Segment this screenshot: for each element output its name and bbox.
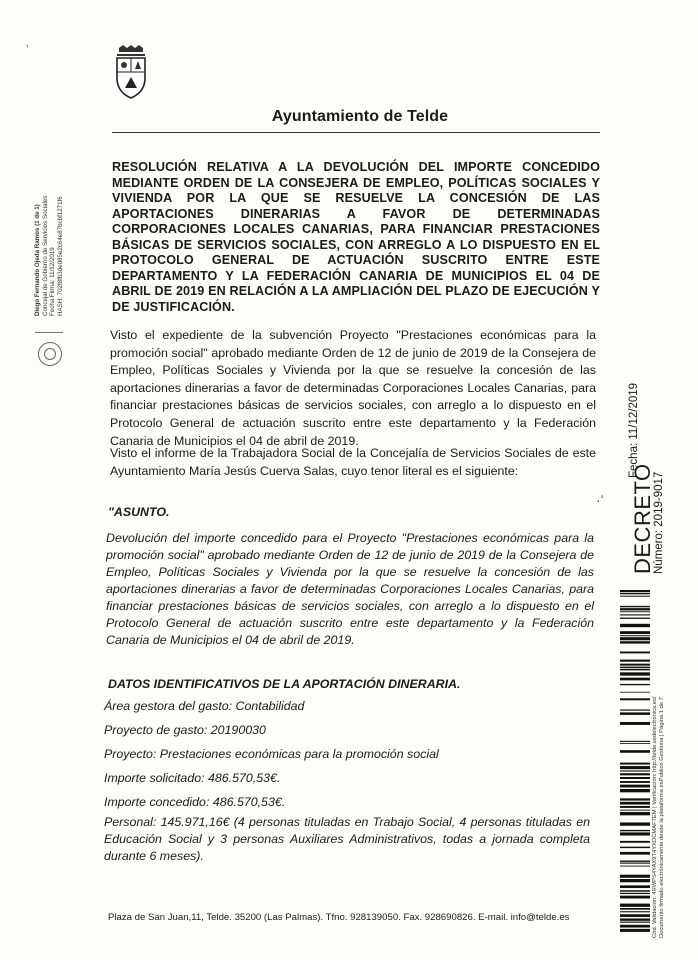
data-line-proyecto-gasto: Proyecto de gasto: 20190030 bbox=[104, 723, 266, 737]
barcode-bar bbox=[620, 830, 650, 831]
barcode-bar bbox=[620, 750, 650, 753]
barcode-bar bbox=[620, 841, 650, 843]
barcode-bar bbox=[620, 810, 650, 811]
header-divider bbox=[112, 132, 600, 133]
barcode-bar bbox=[620, 698, 650, 700]
barcode-bar bbox=[620, 624, 650, 627]
barcode-bar bbox=[620, 709, 650, 710]
barcode-bar bbox=[620, 798, 650, 800]
barcode-bar bbox=[620, 896, 650, 899]
barcode-bar bbox=[620, 684, 650, 685]
barcode-bar bbox=[620, 672, 650, 675]
barcode-bar bbox=[620, 593, 650, 594]
barcode-bar bbox=[620, 712, 650, 715]
barcode-bar bbox=[620, 914, 650, 917]
seal-divider bbox=[35, 332, 63, 339]
data-line-area-gestora: Área gestora del gasto: Contabilidad bbox=[104, 699, 305, 713]
barcode-bar bbox=[620, 741, 650, 742]
barcode-bar bbox=[620, 678, 650, 681]
barcode-bar bbox=[620, 763, 650, 765]
validation-text bbox=[652, 578, 676, 938]
barcode-bar bbox=[620, 781, 650, 783]
barcode-bar bbox=[620, 893, 650, 894]
barcode-bar bbox=[620, 770, 650, 771]
barcode-bar bbox=[620, 847, 650, 848]
barcode-bar bbox=[620, 879, 650, 882]
resolution-title: RESOLUCIÓN RELATIVA A LA DEVOLUCIÓN DEL IMPORTE CONCEDIDO MEDIANTE ORDEN DE LA CONSEJERA DE EMPLEO, POLÍTICAS SOCIALES Y VIVIENDA POR LA QUE SE RESUELVE LA CONCESIÓN DE LAS APORTACIONES DINERARIAS A FAVOR DE DETERMINADAS CORPORACIONES LOCALES CANARIAS, PARA FINANCIAR PRESTACIONES BÁSICAS DE SERVICIOS SOCIALES, CON ARREGLO A LO DISPUESTO EN EL PROTOCOLO GENERAL DE ACTUACIÓN SUSCRITO ENTRE ESTE DEPARTAMENTO Y LA FEDERACIÓN CANARIA DE MUNICIPIOS EL 04 DE ABRIL DE 2019 EN RELACIÓN A LA AMPLIACIÓN DEL PLAZO DE EJECUCIÓN Y DE JUSTIFICACIÓN. bbox=[112, 160, 600, 314]
barcode-bar bbox=[620, 637, 650, 640]
decree-stamp bbox=[630, 334, 690, 574]
barcode-bar bbox=[620, 789, 650, 792]
barcode-bar bbox=[620, 614, 650, 615]
barcode-bar bbox=[620, 618, 650, 619]
barcode-bar bbox=[620, 667, 650, 668]
scan-mark: ʼ bbox=[26, 44, 29, 56]
barcode-bar bbox=[620, 722, 650, 725]
barcode-bar bbox=[620, 664, 650, 666]
asunto-text: Devolución del importe concedido para el Proyecto "Prestaciones económicas para la promoción social" aprobado mediante Orden de 12 de junio de 2019 de la Consejera de Empleo, Políticas Sociales y Vivienda por la que se resuelve la concesión de las aportaciones dinerarias a favor de determinadas Corporaciones Locales Canarias, para financiar prestaciones básicas de servicios sociales, con arreglo a lo dispuesto en el Protocolo General de actuación suscrito entre este departamento y la Federación Canaria de Municipios el 04 de abril de 2019. bbox=[106, 531, 594, 647]
validation-platform: Documento firmado electrónicamente desde la plataforma esPublico Gestiona | Página 1 de 7 bbox=[659, 697, 666, 938]
barcode-bar bbox=[620, 875, 650, 878]
asunto-heading: "ASUNTO. bbox=[108, 505, 170, 519]
data-line-importe-concedido: Importe concedido: 486.570,53€. bbox=[104, 795, 286, 809]
barcode-bar bbox=[620, 802, 650, 805]
barcode-bar bbox=[620, 652, 650, 654]
barcode-bar bbox=[620, 908, 650, 910]
barcode-bar bbox=[620, 806, 650, 808]
barcode-bar bbox=[620, 922, 650, 923]
barcode-bar bbox=[620, 832, 650, 835]
barcode-bar bbox=[620, 692, 650, 693]
barcode-bar bbox=[620, 911, 650, 912]
barcode-bar bbox=[620, 611, 650, 612]
barcode-bar bbox=[620, 660, 650, 662]
barcode-bar bbox=[620, 890, 650, 892]
coat-of-arms-icon bbox=[113, 44, 149, 102]
data-line-personal: Personal: 145.971,16€ (4 personas tituladas en Trabajo Social, 4 personas tituladas en Educación Social y 3 personas Auxiliares Administrativos, todas a jornada completa durante 6 meses). bbox=[104, 815, 590, 863]
decree-number: Número: 2019-9017 bbox=[653, 471, 665, 574]
organization-title: Ayuntamiento de Telde bbox=[271, 108, 449, 125]
electronic-signature-block bbox=[34, 186, 74, 316]
barcode-bar bbox=[620, 929, 650, 932]
barcode-bar bbox=[620, 861, 650, 862]
barcode-bar bbox=[620, 773, 650, 775]
footer-address: Plaza de San Juan,11, Telde. 35200 (Las Palmas). Tfno. 928139050. Fax. 928690826. E-mail. info@telde.es bbox=[108, 912, 570, 923]
scan-mark: ·ʻ bbox=[596, 492, 604, 508]
barcode-bar bbox=[620, 743, 650, 744]
data-line-proyecto: Proyecto: Prestaciones económicas para la promoción social bbox=[104, 747, 439, 761]
barcode-bar bbox=[620, 925, 650, 928]
barcode-bar bbox=[620, 918, 650, 920]
signature-hash: HASH: 702f8fb3de085e2c64e87bcbf1271f6 bbox=[56, 196, 64, 316]
signature-date: Fecha Firma: 11/12/2019 bbox=[49, 247, 57, 316]
barcode-bar bbox=[620, 631, 650, 634]
decree-label: DECRETO bbox=[630, 463, 655, 574]
barcode-bar bbox=[620, 785, 650, 788]
data-line-importe-solicitado: Importe solicitado: 486.570,53€. bbox=[104, 771, 281, 785]
signer-role: Concejal de Gobierno de Servicios Sociales bbox=[41, 195, 49, 316]
decree-date: Fecha: 11/12/2019 bbox=[628, 382, 640, 478]
barcode-bar bbox=[620, 608, 650, 610]
barcode-bar bbox=[620, 777, 650, 779]
signature-seal-inner-icon bbox=[44, 348, 56, 360]
barcode-bar bbox=[620, 669, 650, 671]
barcode-bar bbox=[620, 812, 650, 815]
barcode-bar bbox=[620, 904, 650, 907]
barcode-bar bbox=[620, 606, 650, 607]
validation-code: Cód. Validación: 4RWPS4YAX9T4YXDCMAF7EM | Verificación: http://telde.sedelectronica.es/ bbox=[652, 696, 658, 938]
barcode-bar bbox=[620, 852, 650, 855]
barcode-bar bbox=[620, 822, 650, 825]
barcode-bar bbox=[620, 863, 650, 864]
signer-name: Diego Fernando Ojeda Ramos (1 de 1) bbox=[34, 204, 41, 316]
datos-heading: DATOS IDENTIFICATIVOS DE LA APORTACIÓN DINERARIA. bbox=[108, 677, 461, 691]
body-paragraph-2: Visto el informe de la Trabajadora Social de la Concejalía de Servicios Sociales de este Ayuntamiento María Jesús Cuerva Salas, cuyo tenor literal es el siguiente: bbox=[110, 446, 596, 478]
barcode-bar bbox=[620, 635, 650, 636]
barcode-bar bbox=[620, 885, 650, 888]
barcode-bar bbox=[620, 590, 650, 592]
barcode-icon bbox=[620, 590, 650, 938]
barcode-bar bbox=[620, 596, 650, 597]
barcode-bar bbox=[620, 641, 650, 643]
barcode-bar bbox=[620, 766, 650, 769]
barcode-bar bbox=[620, 866, 650, 867]
body-paragraph-1: Visto el expediente de la subvención Proyecto "Prestaciones económicas para la promoción social" aprobado mediante Orden de 12 de junio de 2019 de la Consejera de Empleo, Políticas Sociales y Vivienda por la que se resuelve la concesión de las aportaciones dinerarias a favor de determinadas Corporaciones Locales Canarias, para financiar prestaciones básicas de servicios sociales, con arreglo a lo dispuesto en el Protocolo General de actuación suscrito entre este departamento y la Federación Canaria de Municipios el 04 de abril de 2019. bbox=[110, 328, 596, 448]
